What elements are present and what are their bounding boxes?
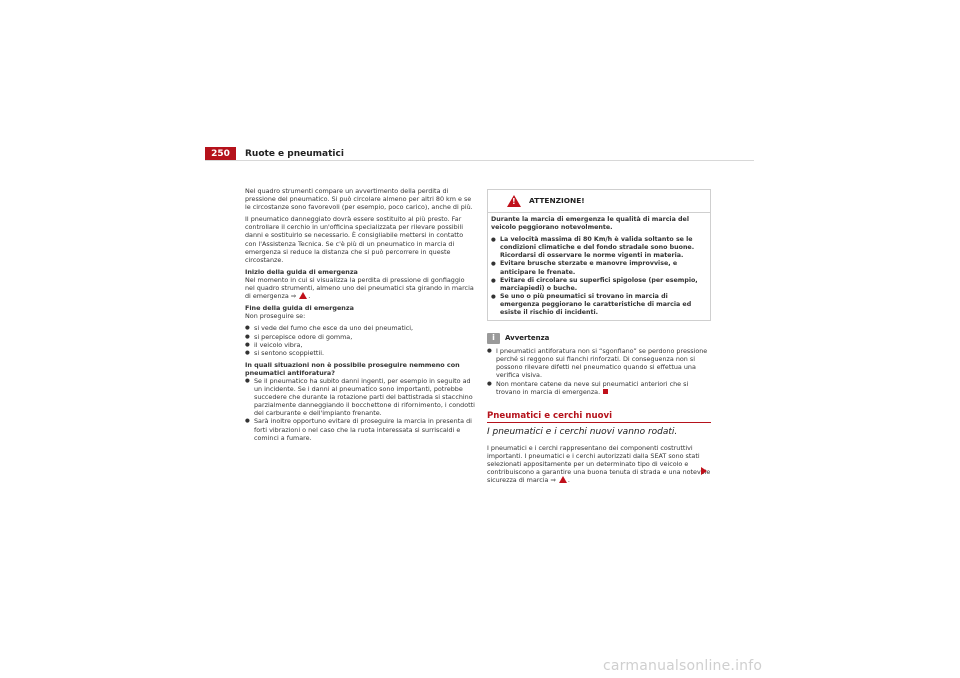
warning-reference-icon[interactable] <box>559 476 567 483</box>
paragraph: Nel momento in cui si visualizza la perdita di pressione di gonfiaggio nel quadro strumenti, almeno uno dei pneumatici sta girando in marcia di emergenza ⇒ . <box>245 275 474 301</box>
list-item: ● Non montare catene da neve sui pneumatici anteriori che si trovano in marcia di emergenza. <box>487 380 711 396</box>
section-subtitle: I pneumatici e i cerchi nuovi vanno rodati. <box>487 426 678 437</box>
paragraph: Il pneumatico danneggiato dovrà essere sostituito al più presto. Far controllare il cerchio in un'officina specializzata per rilevare possibili danni e sostituirlo se necessario. È consigliabile mettersi in contatto con l'Assistenza Tecnica. Se c'è più di un pneumatico in marcia di emergenza si reduce la distanza che si può percorrere in queste circostanze. <box>245 215 464 264</box>
page-header-title: Ruote e pneumatici <box>245 149 344 159</box>
watermark: carmanualsonline.info <box>603 658 763 674</box>
warning-triangle-icon <box>507 195 521 207</box>
note-title: Avvertenza <box>505 334 550 343</box>
note-list <box>487 347 711 396</box>
note-header <box>487 331 711 345</box>
subheading-end: Fine della guida di emergenza <box>245 304 354 313</box>
paragraph: I pneumatici e i cerchi rappresentano dei componenti costruttivi importanti. I pneumatici e i cerchi autorizzati dalla SEAT sono stati selezionati appositamente per un determinato tipo di veicolo e contribuiscono a garantire una buona tenuta di strada e una notevole sicurezza di marcia ⇒ . <box>487 443 711 485</box>
warning-text: Durante la marcia di emergenza le qualità di marcia del veicolo peggiorano notevolmente. <box>491 216 689 232</box>
right-column <box>487 189 711 488</box>
section-end-icon <box>603 389 608 394</box>
list-item: ● Evitare di circolare su superfici spigolose (per esempio, marciapiedi) o buche. <box>491 277 707 293</box>
paragraph: Non proseguire se: <box>245 312 306 321</box>
list-item: ● si sentono scoppiettii. <box>245 349 475 357</box>
header-divider <box>205 160 754 161</box>
warning-divider <box>488 212 710 213</box>
section-divider <box>487 422 711 423</box>
list-item: ● il veicolo vibra, <box>245 341 475 349</box>
list-item: ● La velocità massima di 80 Km/h è valida soltanto se le condizioni climatiche e del fondo stradale sono buone. Ricordarsi di osservare le norme vigenti in materia. <box>491 236 707 260</box>
subheading-start: Inizio della guida di emergenza <box>245 267 358 276</box>
warning-box <box>487 189 711 321</box>
warning-list <box>491 236 707 317</box>
note-info-icon: i <box>487 333 500 344</box>
bullet-list <box>245 377 475 442</box>
page-number: 250 <box>205 147 236 161</box>
continue-arrow-icon <box>701 467 707 475</box>
list-item: ● Sarà inoltre opportuno evitare di proseguire la marcia in presenta di forti vibrazioni o nel caso che la ruota interessata si surriscaldi e cominci a fumare. <box>245 417 475 441</box>
warning-reference-icon[interactable] <box>299 292 307 299</box>
list-item: ● Se il pneumatico ha subito danni ingenti, per esempio in seguito ad un incidente. Se i danni al pneumatico sono importanti, potrebbe succedere che durante la rotazione parti del battistrada si stacchino parzialmente danneggiando il bocchettone di rifornimento, i condotti del carburante e dell'impianto frenante. <box>245 377 475 417</box>
list-item: ● I pneumatici antiforatura non si “sgonfiano” se perdono pressione perché si reggono sui fianchi rinforzati. Di conseguenza non si possono rilevare difetti nel pneumatico quando si effettua una verifica visiva. <box>487 347 711 379</box>
bullet-list <box>245 324 475 356</box>
warning-header <box>491 190 707 212</box>
section-title: Pneumatici e cerchi nuovi <box>487 410 613 421</box>
list-item: ● si vede del fumo che esce da uno dei pneumatici, <box>245 324 475 332</box>
list-item: ● si percepisce odore di gomma, <box>245 333 475 341</box>
warning-title: ATTENZIONE! <box>529 195 585 205</box>
subheading-situations: In quali situazioni non è possibile proseguire nemmeno con pneumatici antiforatura? <box>245 360 460 377</box>
left-column <box>245 187 475 446</box>
list-item: ● Se uno o più pneumatici si trovano in marcia di emergenza peggiorano le caratteristiche di marcia ed esiste il rischio di incidenti. <box>491 293 707 317</box>
paragraph: Nel quadro strumenti compare un avvertimento della perdita di pressione del pneumatico. Si può circolare almeno per altri 80 km e se le circostanze sono favorevoli (per esempio, poco carico), anche di più. <box>245 187 473 212</box>
list-item: ● Evitare brusche sterzate e manovre improvvise, e anticipare le frenate. <box>491 260 707 276</box>
